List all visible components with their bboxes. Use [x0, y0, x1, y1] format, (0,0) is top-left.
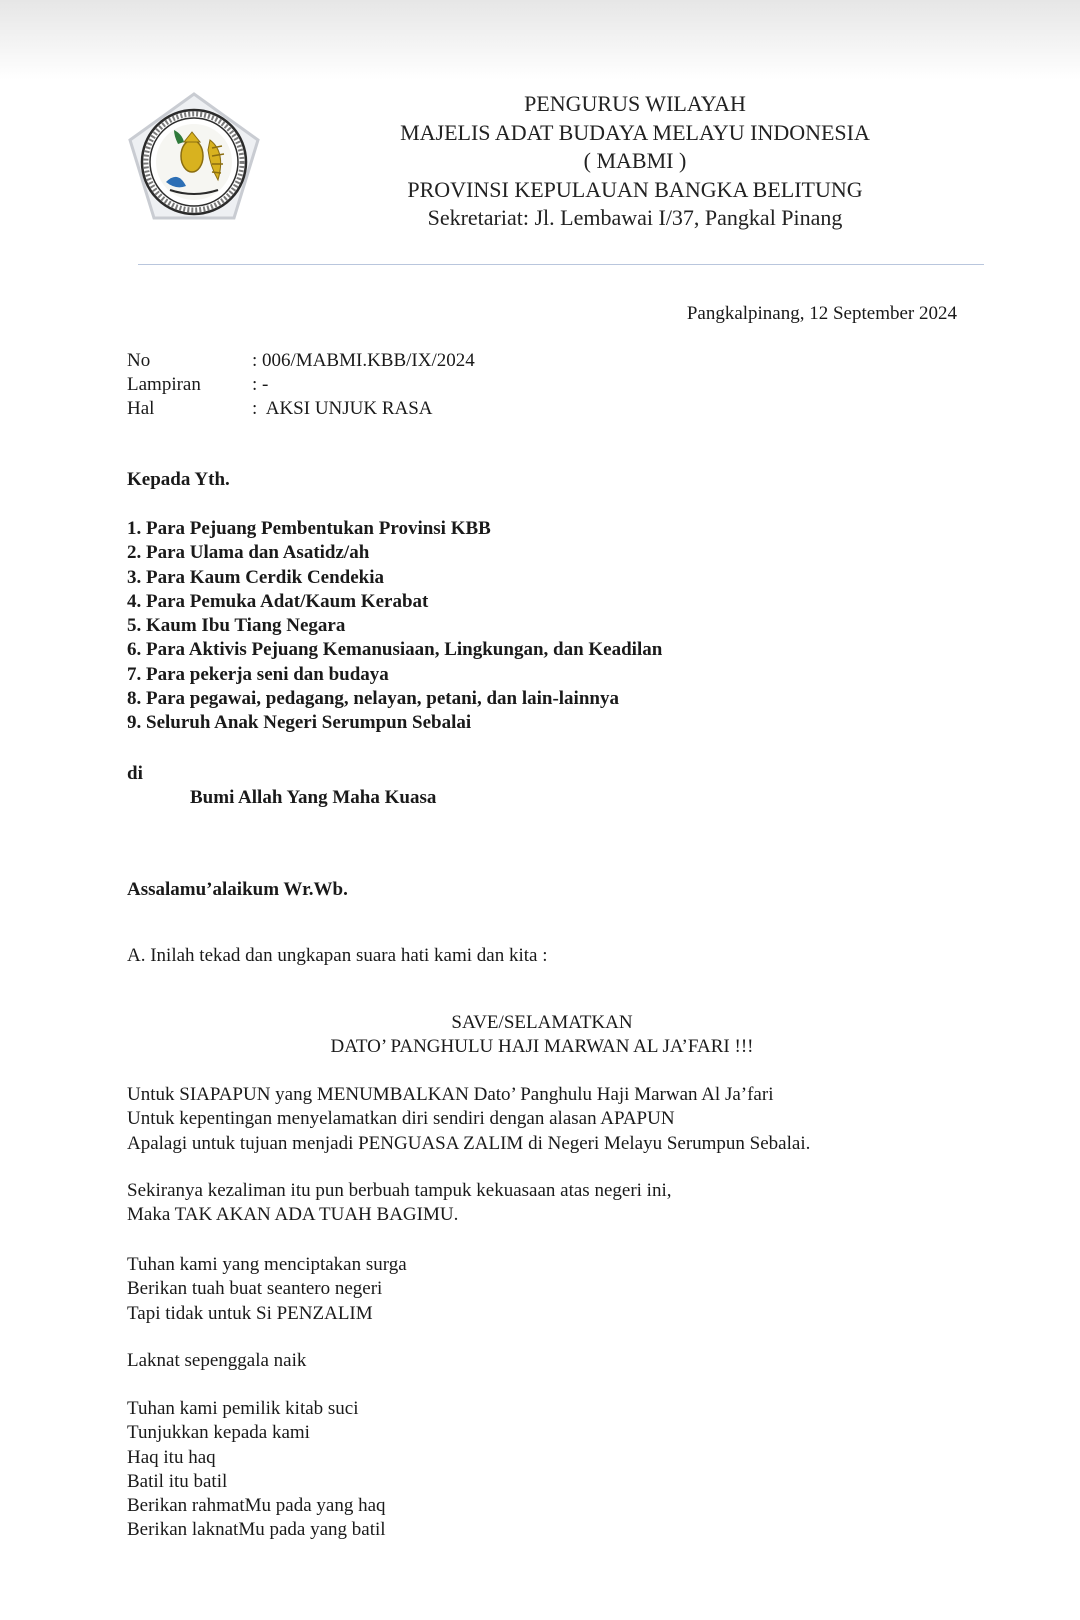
paragraph-5	[127, 1397, 386, 1543]
intro-paragraph: A. Inilah tekad dan ungkapan suara hati kami dan kita :	[127, 945, 548, 966]
letterhead-divider	[138, 264, 984, 265]
text-line: Berikan tuah buat seantero negeri	[127, 1278, 383, 1300]
save-heading-line-1: SAVE/SELAMATKAN	[451, 1012, 633, 1033]
text-line: Tuhan kami pemilik kitab suci	[127, 1398, 359, 1419]
list-item: 1. Para Pejuang Pembentukan Provinsi KBB	[127, 518, 491, 539]
meta-lampiran-label: Lampiran	[127, 374, 201, 395]
save-heading-line-2: DATO’ PANGHULU HAJI MARWAN AL JA’FARI !!!	[330, 1036, 754, 1057]
organization-abbreviation: ( MABMI )	[583, 148, 687, 173]
list-item: 7. Para pekerja seni dan budaya	[127, 663, 389, 685]
list-item: 3. Para Kaum Cerdik Cendekia	[127, 566, 385, 588]
list-item: 8. Para pegawai, pedagang, nelayan, petani, dan lain-lainnya	[127, 688, 619, 710]
text-line: Tuhan kami yang menciptakan surga	[127, 1254, 407, 1275]
text-line: Berikan laknatMu pada yang batil	[127, 1519, 386, 1541]
save-heading	[127, 1011, 957, 1059]
greeting: Assalamu’alaikum Wr.Wb.	[127, 879, 348, 900]
meta-hal-value: : AKSI UNJUK RASA	[252, 398, 433, 419]
paragraph-1	[127, 1083, 810, 1156]
paragraph-2	[127, 1179, 671, 1228]
meta-no-label: No	[127, 350, 151, 371]
text-line: Berikan rahmatMu pada yang haq	[127, 1495, 386, 1517]
text-line: Apalagi untuk tujuan menjadi PENGUASA ZALIM di Negeri Melayu Serumpun Sebalai.	[127, 1132, 811, 1154]
list-item: 9. Seluruh Anak Negeri Serumpun Sebalai	[127, 712, 472, 734]
recipient-location: Bumi Allah Yang Maha Kuasa	[190, 787, 437, 808]
paragraph-3	[127, 1253, 407, 1326]
secretariat-address: Sekretariat: Jl. Lembawai I/37, Pangkal Pinang	[427, 205, 843, 230]
province-name: PROVINSI KEPULAUAN BANGKA BELITUNG	[407, 176, 863, 202]
text-line: Tunjukkan kepada kami	[127, 1422, 310, 1444]
meta-lampiran-value: : -	[252, 374, 269, 395]
letterhead	[290, 90, 980, 233]
meta-row-hal	[127, 397, 475, 421]
recipient-list	[127, 517, 662, 736]
text-line: Tapi tidak untuk Si PENZALIM	[127, 1302, 373, 1324]
meta-row-no	[127, 349, 475, 373]
text-line: Maka TAK AKAN ADA TUAH BAGIMU.	[127, 1204, 459, 1226]
text-line: Sekiranya kezaliman itu pun berbuah tampuk kekuasaan atas negeri ini,	[127, 1180, 672, 1201]
text-line: Untuk SIAPAPUN yang MENUMBALKAN Dato’ Panghulu Haji Marwan Al Ja’fari	[127, 1084, 774, 1105]
recipient-heading: Kepada Yth.	[127, 469, 230, 490]
letter-date: Pangkalpinang, 12 September 2024	[686, 303, 957, 324]
text-line: Haq itu haq	[127, 1446, 216, 1468]
text-line: Batil itu batil	[127, 1470, 228, 1492]
letterhead-line-1: PENGURUS WILAYAH	[524, 91, 746, 116]
list-item: 6. Para Aktivis Pejuang Kemanusiaan, Lingkungan, dan Keadilan	[127, 639, 663, 661]
organization-name: MAJELIS ADAT BUDAYA MELAYU INDONESIA	[400, 119, 870, 145]
text-line: Laknat sepenggala naik	[127, 1350, 307, 1371]
list-item: 4. Para Pemuka Adat/Kaum Kerabat	[127, 590, 429, 612]
list-item: 2. Para Ulama dan Asatidz/ah	[127, 542, 370, 564]
meta-row-lampiran	[127, 373, 475, 397]
mabmi-logo	[126, 90, 262, 226]
di-label: di	[127, 763, 143, 784]
paragraph-4	[127, 1349, 306, 1373]
meta-no-value: : 006/MABMI.KBB/IX/2024	[252, 350, 475, 371]
meta-hal-label: Hal	[127, 398, 155, 419]
list-item: 5. Kaum Ibu Tiang Negara	[127, 615, 346, 637]
letter-meta	[127, 349, 475, 421]
text-line: Untuk kepentingan menyelamatkan diri sendiri dengan alasan APAPUN	[127, 1108, 675, 1130]
